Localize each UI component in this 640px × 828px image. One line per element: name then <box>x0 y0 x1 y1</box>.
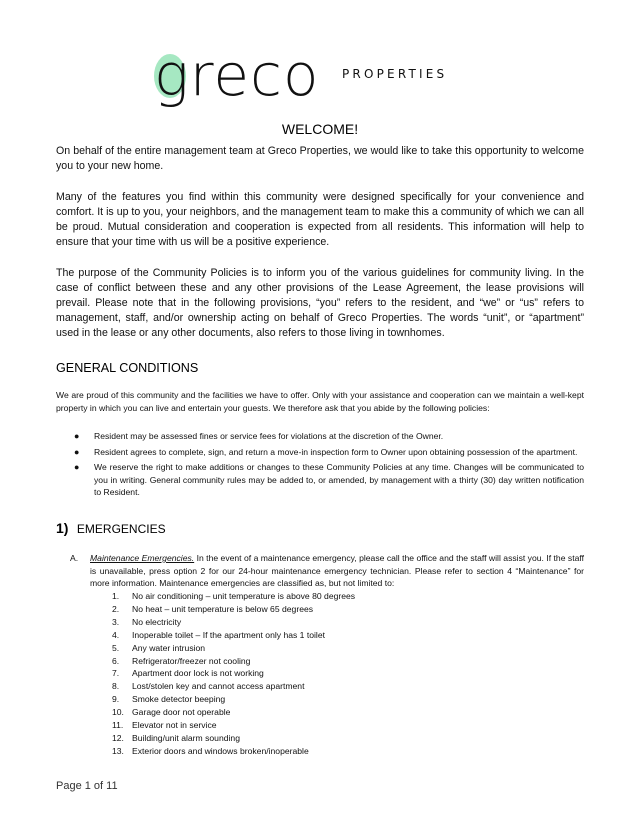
intro-paragraph-1: On behalf of the entire management team at Greco Properties, we would like to take this opportunity to welcome you to your new home. <box>56 145 584 172</box>
list-item: ● We reserve the right to make additions or changes to these Community Policies at any time. Changes will be communicated to you in writing. General community rules may be added to, or amended, by management with a thirty (30) day written notification to Resident. <box>74 462 584 498</box>
list-item: 5. Any water intrusion <box>112 642 206 653</box>
welcome-heading: WELCOME! <box>281 121 359 137</box>
list-item: 13. Exterior doors and windows broken/inoperable <box>112 745 309 756</box>
bullet-icon: ● <box>74 431 80 441</box>
list-item: 7. Apartment door lock is not working <box>112 668 264 679</box>
intro-paragraph-2: Many of the features you find within this community were designed specifically for your convenience and comfort. It is up to you, your neighbors, and the management team to make this a community of which we can all be proud. Mutual consideration and cooperation is expected from all residents. This information will help to ensure that your time with us will be a positive experience. <box>56 191 584 248</box>
section-emergencies-heading <box>56 520 166 538</box>
logo-subtitle: PROPERTIES <box>342 67 448 81</box>
bullet-icon: ● <box>74 446 80 457</box>
company-logo <box>150 41 470 116</box>
item-emphasis: Maintenance Emergencies. <box>90 553 195 563</box>
list-item: 12. Building/unit alarm sounding <box>112 732 240 743</box>
list-item: ● Resident may be assessed fines or service fees for violations at the discretion of the Owner. <box>74 431 444 441</box>
item-text: In the event of a maintenance emergency, please call the office and the staff will assist you. If the staff is unavailable, press option 2 for our 24-hour maintenance emergency technician. Please refer to section 4 “Maintenance” for more information. Maintenance emergencies are classified as, but not limited to: <box>90 553 584 589</box>
list-item: 8. Lost/stolen key and cannot access apartment <box>112 681 305 692</box>
emergency-list <box>112 590 355 758</box>
list-item: 2. No heat – unit temperature is below 65 degrees <box>112 603 314 614</box>
list-item: 11. Elevator not in service <box>112 720 217 731</box>
list-item: ● Resident agrees to complete, sign, and return a move-in inspection form to Owner upon obtaining possession of the apartment. <box>74 446 578 457</box>
list-item: 3. No electricity <box>112 616 182 627</box>
list-item: 10. Garage door not operable <box>112 707 231 718</box>
item-letter: A. <box>70 553 79 563</box>
bullet-icon: ● <box>74 462 80 473</box>
general-conditions-text: We are proud of this community and the facilities we have to offer. Only with your assistance and cooperation can we maintain a well-kept property in which you can live and entertain your guests. We therefore ask that you abide by the following policies: <box>56 390 584 413</box>
list-item: 4. Inoperable toilet – If the apartment only has 1 toilet <box>112 629 326 640</box>
page-number: Page 1 of 11 <box>56 780 118 792</box>
section-number: 1) <box>56 520 69 536</box>
general-conditions-list <box>74 430 584 502</box>
general-conditions-heading: GENERAL CONDITIONS <box>56 361 199 375</box>
list-item: 6. Refrigerator/freezer not cooling <box>112 655 251 666</box>
list-item: 9. Smoke detector beeping <box>112 694 226 705</box>
maintenance-emergencies-item <box>70 552 584 590</box>
section-title: EMERGENCIES <box>76 522 166 536</box>
list-item: 1. No air conditioning – unit temperature is above 80 degrees <box>112 591 356 601</box>
intro-paragraph-3: The purpose of the Community Policies is to inform you of the various guidelines for community living. In the case of conflict between these and any other provisions of the Lease Agreement, the lease provisions will prevail. Please note that in the following provisions, “you” refers to the resident, and “we” or “us” refers to management, staff, and/or ownership acting on behalf of Greco Properties. The words “unit”, or “apartment” used in the lease or any other documents, also refers to those living in townhomes. <box>56 267 584 339</box>
item-body <box>90 552 584 590</box>
logo-wordmark: greco <box>154 41 320 109</box>
